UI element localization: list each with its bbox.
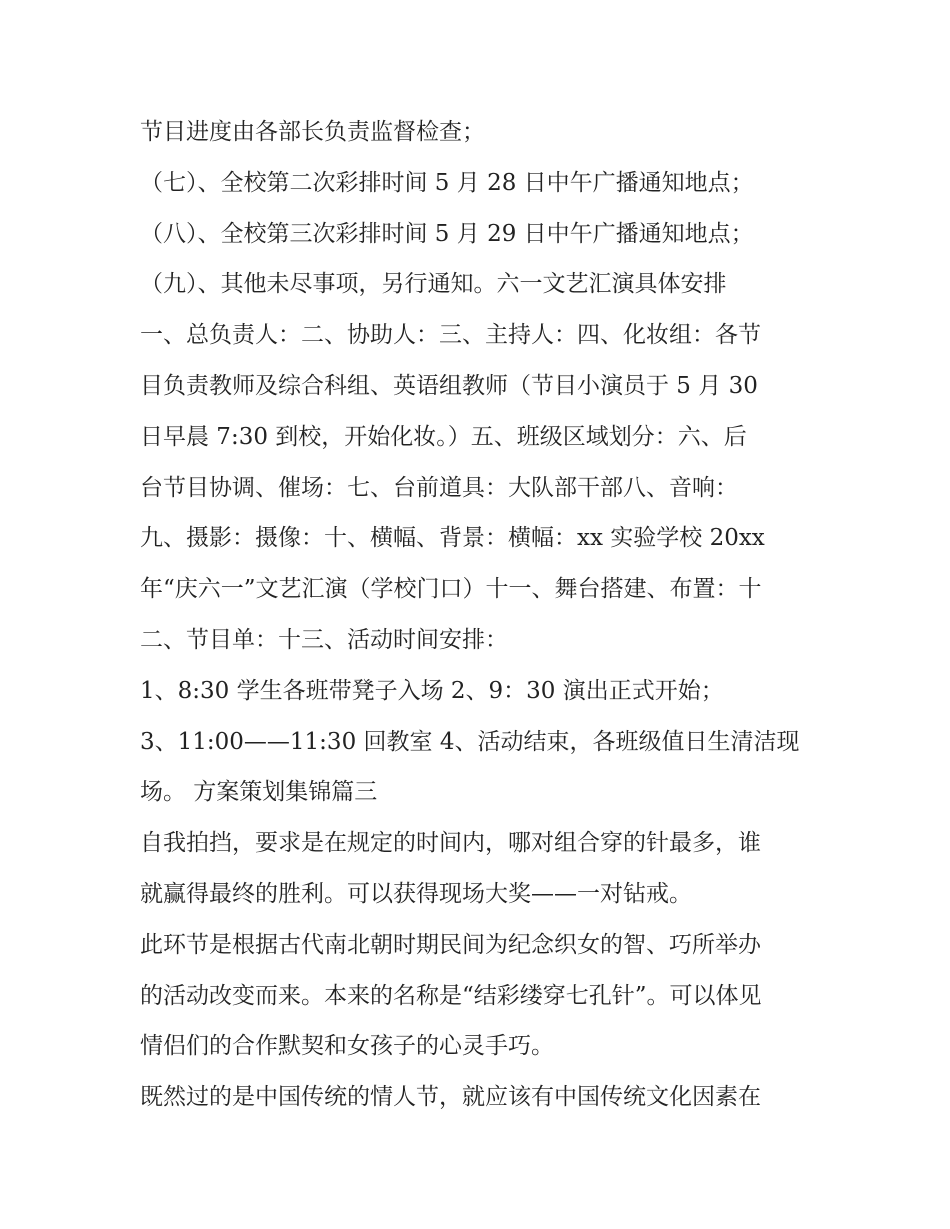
text-line-17: 此环节是根据古代南北朝时期民间为纪念织女的智、巧所举办 [140, 931, 761, 958]
text-line-5: 一、总负责人：二、协助人：三、主持人：四、化妆组：各节 [140, 322, 761, 349]
text-line-2: （七）、全校第二次彩排时间 5 月 28 日中午广播通知地点； [140, 169, 754, 196]
text-line-20: 既然过的是中国传统的情人节，就应该有中国传统文化因素在 [140, 1084, 761, 1111]
text-line-11: 二、节目单：十三、活动时间安排： [140, 626, 508, 653]
text-line-4: （九）、其他未尽事项，另行通知。六一文艺汇演具体安排 [140, 271, 727, 298]
text-line-7: 日早晨 7:30 到校，开始化妆。）五、班级区域划分：六、后 [140, 423, 747, 450]
text-line-19: 情侣们的合作默契和女孩子的心灵手巧。 [140, 1033, 554, 1060]
text-line-15: 自我拍挡，要求是在规定的时间内，哪对组合穿的针最多，谁 [140, 830, 761, 857]
text-line-6: 目负责教师及综合科组、英语组教师（节目小演员于 5 月 30 [140, 372, 758, 399]
text-line-13: 3、11:00——11:30 回教室 4、活动结束，各班级值日生清洁现 [140, 728, 800, 755]
text-line-18: 的活动改变而来。本来的名称是“结彩缕穿七孔针”。可以体见 [140, 982, 762, 1009]
document-body [140, 107, 830, 1123]
text-line-14: 场。 方案策划集锦篇三 [140, 779, 378, 806]
text-line-3: （八）、全校第三次彩排时间 5 月 29 日中午广播通知地点； [140, 220, 754, 247]
text-line-9: 九、摄影：摄像：十、横幅、背景：横幅：xx 实验学校 20xx [140, 525, 765, 552]
text-line-16: 就赢得最终的胜利。可以获得现场大奖——一对钻戒。 [140, 880, 692, 907]
text-line-1: 节目进度由各部长负责监督检查； [140, 119, 485, 145]
text-line-10: 年“庆六一”文艺汇演（学校门口）十一、舞台搭建、布置：十 [140, 576, 762, 603]
text-line-12: 1、8:30 学生各班带凳子入场 2、9：30 演出正式开始； [140, 677, 724, 704]
text-line-8: 台节目协调、催场：七、台前道具：大队部干部八、音响： [140, 474, 738, 501]
